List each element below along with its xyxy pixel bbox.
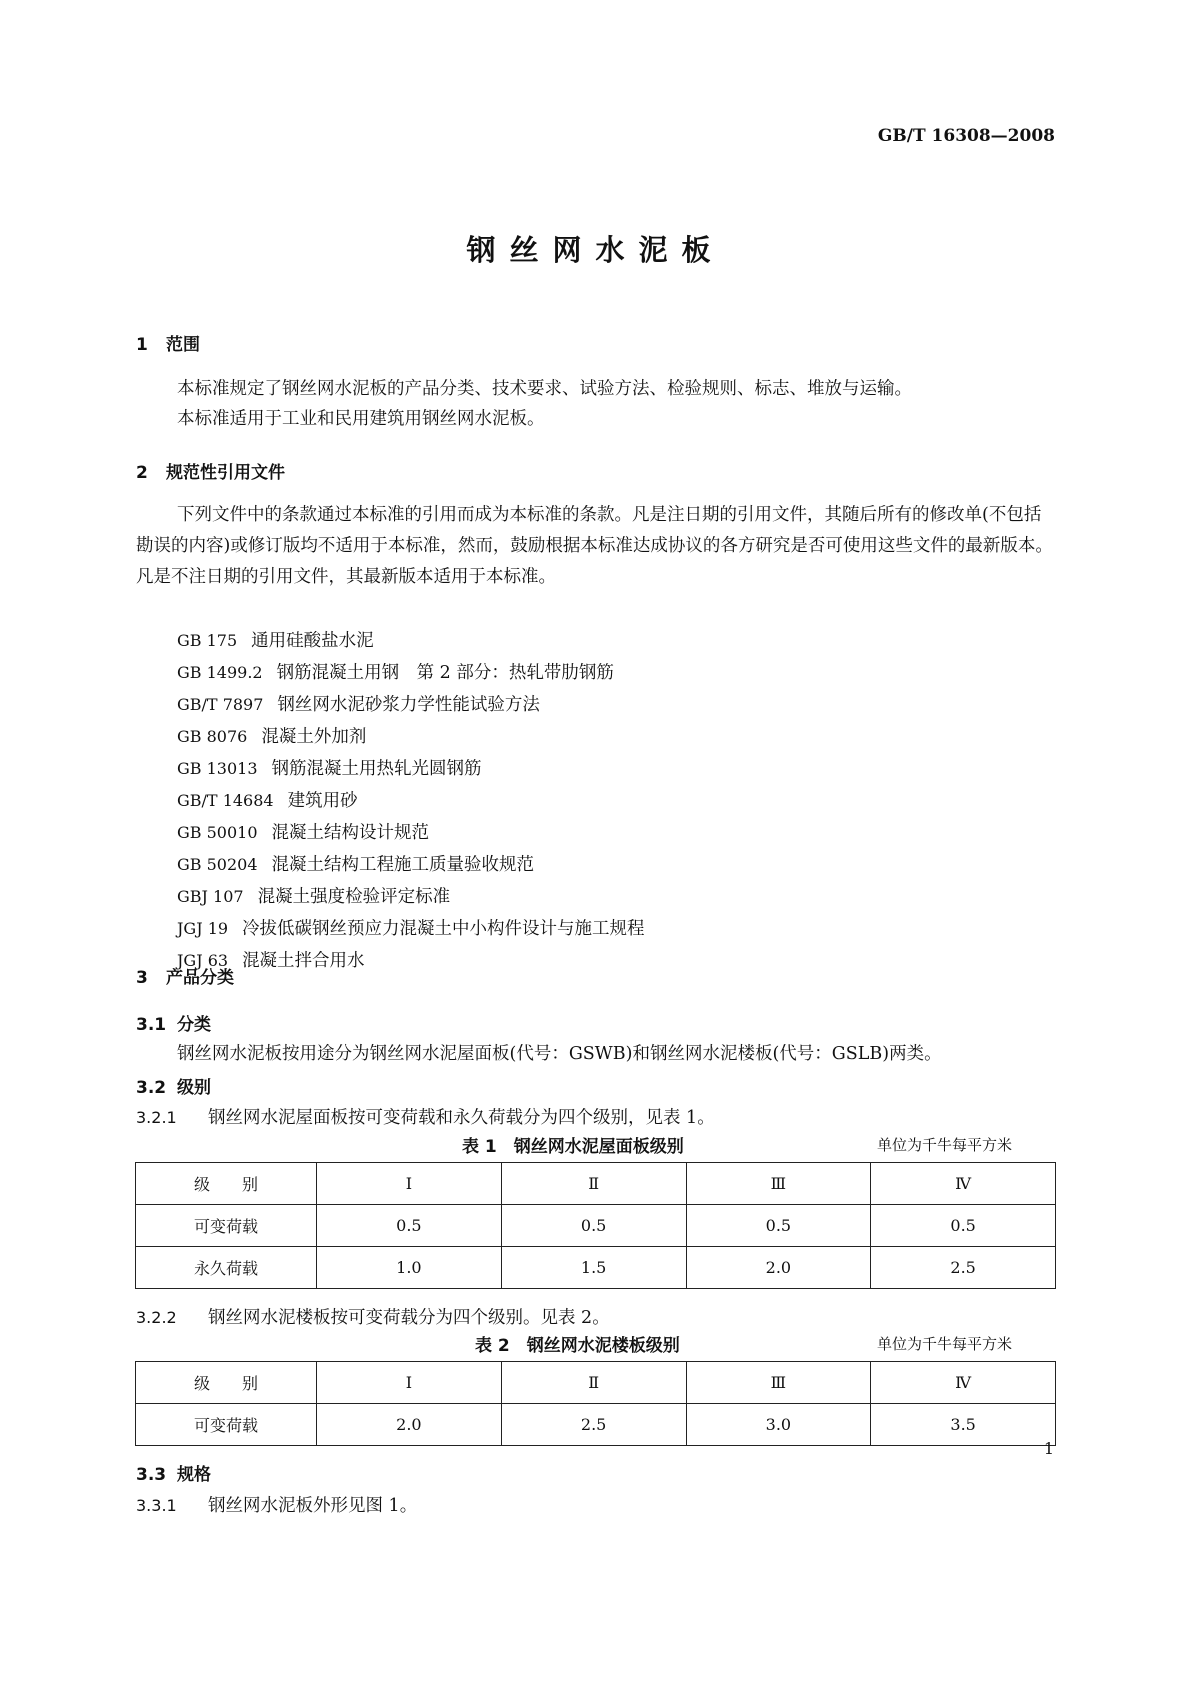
reference-title: 钢筋混凝土用热轧光圆钢筋 <box>271 759 482 779</box>
reference-title: 钢丝网水泥砂浆力学性能试验方法 <box>277 695 540 715</box>
reference-code: JGJ 19 <box>177 919 229 938</box>
section-3-heading <box>136 963 234 988</box>
section-3-2-2-text <box>136 1304 610 1329</box>
row-label-cell: 可变荷载 <box>136 1205 317 1247</box>
table-row <box>136 1404 1056 1446</box>
reference-item <box>177 819 429 844</box>
reference-code: GB/T 7897 <box>177 695 264 714</box>
section-number: 3 <box>136 968 148 988</box>
clause-text: 钢丝网水泥板外形见图 1。 <box>208 1496 418 1516</box>
section-title: 规格 <box>177 1465 211 1485</box>
section-3-2-heading <box>136 1073 211 1098</box>
section-3-2-1-text <box>136 1104 715 1129</box>
document-title: 钢丝网水泥板 <box>466 233 725 267</box>
section-number: 3.3 <box>136 1465 167 1485</box>
table-cell: Ⅰ <box>317 1362 502 1404</box>
page-number: 1 <box>1043 1439 1054 1458</box>
table-header-row <box>136 1362 1056 1404</box>
section-number: 1 <box>136 335 148 355</box>
section-2-intro: 下列文件中的条款通过本标准的引用而成为本标准的条款。凡是注日期的引用文件，其随后所有的修改单(不包括勘误的内容)或修订版均不适用于本标准，然而，鼓励根据本标准达成协议的各方研究是否可使用这些文件的最新版本。凡是不注日期的引用文件，其最新版本适用于本标准。 <box>136 505 1053 587</box>
row-label-cell: 级 别 <box>136 1362 317 1404</box>
section-3-1-heading <box>136 1010 211 1035</box>
reference-title: 冷拔低碳钢丝预应力混凝土中小构件设计与施工规程 <box>242 919 645 939</box>
reference-title: 混凝土结构设计规范 <box>271 823 430 843</box>
table-cell: 0.5 <box>871 1205 1056 1247</box>
reference-item <box>177 723 366 748</box>
section-3-1-text: 钢丝网水泥板按用途分为钢丝网水泥屋面板(代号：GSWB)和钢丝网水泥楼板(代号：GSLB)两类。 <box>177 1044 942 1064</box>
table-cell: 2.0 <box>686 1247 871 1289</box>
clause-text: 钢丝网水泥屋面板按可变荷载和永久荷载分为四个级别，见表 1。 <box>208 1108 715 1128</box>
reference-code: GB 1499.2 <box>177 663 263 682</box>
reference-code: GB 8076 <box>177 727 248 746</box>
section-number: 3.2 <box>136 1078 167 1098</box>
table-cell: 1.5 <box>501 1247 686 1289</box>
section-3-3-heading <box>136 1460 211 1485</box>
reference-code: GB 13013 <box>177 759 258 778</box>
reference-title: 建筑用砂 <box>287 791 358 811</box>
table-cell: Ⅲ <box>686 1163 871 1205</box>
reference-item <box>177 915 645 940</box>
reference-item <box>177 627 374 652</box>
section-title: 范围 <box>166 335 200 355</box>
table-cell: Ⅳ <box>871 1362 1056 1404</box>
table-2-caption: 表 2 钢丝网水泥楼板级别 <box>475 1336 680 1356</box>
table-cell: 3.0 <box>686 1404 871 1446</box>
section-2-heading <box>136 458 285 483</box>
table-cell: 2.5 <box>871 1247 1056 1289</box>
standard-code: GB/T 16308—2008 <box>877 126 1055 146</box>
reference-code: GB 175 <box>177 631 238 650</box>
table-header-row <box>136 1163 1056 1205</box>
table-cell: 0.5 <box>686 1205 871 1247</box>
table-cell: 0.5 <box>317 1205 502 1247</box>
reference-item <box>177 851 534 876</box>
reference-item <box>177 691 540 716</box>
section-number: 3.2.1 <box>136 1108 177 1127</box>
table-2-unit: 单位为千牛每平方米 <box>877 1335 1013 1353</box>
table-row <box>136 1205 1056 1247</box>
section-title: 分类 <box>177 1015 211 1035</box>
table-cell: 0.5 <box>501 1205 686 1247</box>
reference-item <box>177 755 482 780</box>
row-label-cell: 可变荷载 <box>136 1404 317 1446</box>
table-cell: 1.0 <box>317 1247 502 1289</box>
section-3-3-1-text <box>136 1492 417 1517</box>
section-title: 级别 <box>177 1078 211 1098</box>
section-title: 规范性引用文件 <box>166 463 285 483</box>
table-cell: Ⅲ <box>686 1362 871 1404</box>
section-title: 产品分类 <box>166 968 234 988</box>
row-label-cell: 级 别 <box>136 1163 317 1205</box>
table-1-unit: 单位为千牛每平方米 <box>877 1136 1013 1154</box>
table-cell: 3.5 <box>871 1404 1056 1446</box>
reference-item <box>177 787 358 812</box>
table-cell: 2.0 <box>317 1404 502 1446</box>
reference-title: 钢筋混凝土用钢 第 2 部分：热轧带肋钢筋 <box>276 663 614 683</box>
reference-code: GB 50204 <box>177 855 258 874</box>
reference-item <box>177 883 450 908</box>
table-cell: Ⅳ <box>871 1163 1056 1205</box>
section-number: 3.3.1 <box>136 1496 177 1515</box>
reference-code: GBJ 107 <box>177 887 244 906</box>
reference-code: GB 50010 <box>177 823 258 842</box>
clause-text: 钢丝网水泥楼板按可变荷载分为四个级别。见表 2。 <box>208 1308 610 1328</box>
reference-title: 混凝土强度检验评定标准 <box>257 887 451 907</box>
section-1-paragraph-1: 本标准规定了钢丝网水泥板的产品分类、技术要求、试验方法、检验规则、标志、堆放与运输。 <box>177 379 912 399</box>
table-cell: Ⅱ <box>501 1362 686 1404</box>
section-number: 3.2.2 <box>136 1308 177 1327</box>
table-row <box>136 1247 1056 1289</box>
section-1-paragraph-2: 本标准适用于工业和民用建筑用钢丝网水泥板。 <box>177 409 545 429</box>
table-cell: Ⅱ <box>501 1163 686 1205</box>
table-cell: 2.5 <box>501 1404 686 1446</box>
table-1-caption: 表 1 钢丝网水泥屋面板级别 <box>462 1137 684 1157</box>
reference-title: 混凝土拌合用水 <box>242 951 365 971</box>
reference-title: 通用硅酸盐水泥 <box>251 631 374 651</box>
table-cell: Ⅰ <box>317 1163 502 1205</box>
section-number: 2 <box>136 463 148 483</box>
reference-code: GB/T 14684 <box>177 791 274 810</box>
reference-item <box>177 659 614 684</box>
section-number: 3.1 <box>136 1015 167 1035</box>
reference-title: 混凝土结构工程施工质量验收规范 <box>271 855 535 875</box>
table-2 <box>135 1361 1056 1446</box>
reference-title: 混凝土外加剂 <box>261 727 367 747</box>
reference-code: JGJ 63 <box>177 951 229 970</box>
section-1-heading <box>136 330 200 355</box>
row-label-cell: 永久荷载 <box>136 1247 317 1289</box>
table-1 <box>135 1162 1056 1289</box>
